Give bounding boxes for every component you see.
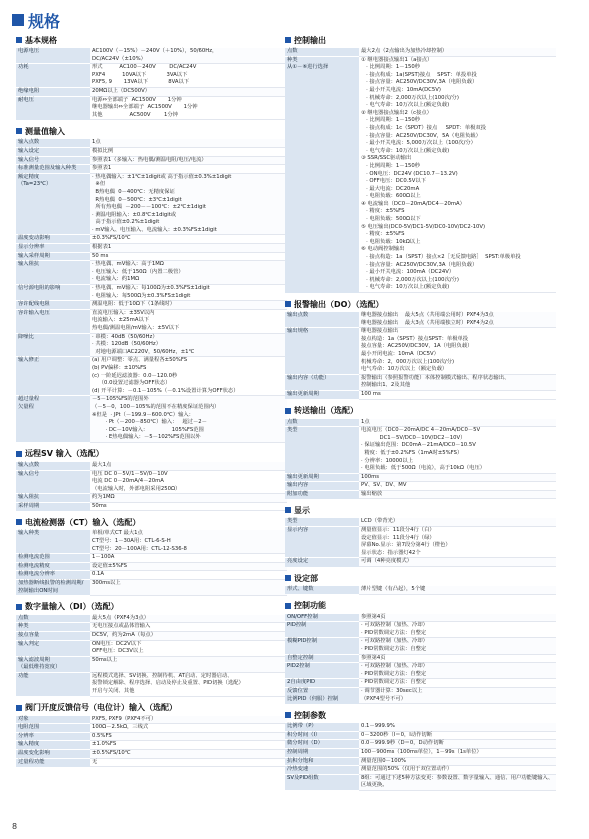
spec-row (16, 631, 287, 640)
section-square-icon (16, 451, 22, 457)
section-title: 设定部 (294, 573, 318, 583)
section-title: 基本规格 (25, 35, 57, 45)
spec-value: 0.1－999.9% (359, 723, 556, 732)
spec-value: 300ms以上 (90, 580, 287, 596)
spec-row (16, 156, 287, 165)
spec-row (16, 623, 287, 632)
spec-value: · 热电偶输入：±1℃±1digit或 高于指示值±0.3%±1digit ※但 B热电偶 0－400℃：无精度保证 R热电偶 0－500℃：±3℃±1digit 所有热电偶 －200－－100℃：±2℃±1digit · 测温电阻输入：±0.8℃±1digit或 高于指示值±0.2%±1digit · mV输入、电压输入、电流输入：±0.3%FS±1digit (90, 173, 287, 235)
spec-label: 控制周期 (285, 748, 359, 757)
spec-label: 输出更新周期 (285, 390, 359, 399)
spec-row (16, 656, 287, 672)
spec-label: 标准测量范围及输入种类 (16, 165, 90, 174)
spec-label: 容许配线电阻 (16, 301, 90, 310)
section-square-icon (16, 519, 22, 525)
spec-value: · 热电偶、mV输入：高于1MΩ · 电压输入：低于150Ω（内置二极管） · 电流输入：约1MΩ (90, 261, 287, 285)
section-heading (285, 406, 556, 416)
spec-value: 100ms (359, 473, 556, 482)
spec-row (16, 301, 287, 310)
spec-label: 耐电压 (16, 96, 90, 120)
spec-label: 积分时间（I） (285, 731, 359, 740)
spec-label: 输入滤波周期 （最低维持宽度） (16, 656, 90, 672)
section-square-icon (16, 604, 22, 610)
section-title: 电流检测器（CT）输入（选配） (25, 517, 141, 527)
spec-value: · 串模：40dB（50/60Hz） · 共模：120dB（50/60Hz） 对地电源端口AC220V，50/60Hz，±1℃ (90, 333, 287, 357)
spec-value: 100－900ms（100ms单位），1－99s（1s单位） (359, 748, 556, 757)
spec-value: 直流电压输入：±35V以内 电流输入：±25mA以下 热电偶/测温电阻/mV输入：±5V以下 (90, 309, 287, 333)
page-title-text: 规格 (28, 11, 61, 31)
spec-value: 继电器接点输出 接点构造：1a（SPST）接点SPST：单极单投 接点容量：AC250V/DC30V，1A（电阻负载） 最小开闭电流：10mA（DC5V） 机械寿命：2，000万次以上(100次/分) 电气寿命：10万次以上（额定负载） (359, 328, 556, 375)
spec-value: 测温电阻：低于10Ω下（1条线时） (90, 301, 287, 310)
spec-label: 点数 (285, 418, 359, 427)
section-heading (16, 126, 287, 136)
spec-label: 附加功能 (285, 490, 359, 499)
spec-value: 参照第4页 (359, 654, 556, 663)
spec-value: 测量范围0－100% (359, 757, 556, 766)
page-title (12, 9, 60, 31)
spec-table (16, 138, 287, 443)
section-heading (285, 710, 556, 720)
spec-label: 绝缘电阻 (16, 87, 90, 96)
spec-table (285, 517, 556, 567)
spec-value: 1点 (359, 418, 556, 427)
title-square-icon (12, 14, 24, 26)
spec-row (16, 562, 287, 571)
spec-row (16, 580, 287, 596)
section-heading (16, 703, 287, 713)
spec-label: 检测电流精度 (16, 562, 90, 571)
spec-label: 输入点数 (16, 461, 90, 470)
spec-label: 输入信号 (16, 470, 90, 494)
section-square-icon (285, 507, 291, 513)
spec-row (16, 252, 287, 261)
spec-value: ±0.5%FS/10℃ (90, 750, 287, 759)
spec-value: －5－105%FS的范围外 （－5－0，100－105%的范围不在精度保证范围内） ※但是 · JPt（－199.9－600.0℃）输入： · Pt（－200－850℃）输入： 超过－2－ · DC－10V输入： 105%FS范围 · E热电偶输入：－5－102%FS范围以外 (90, 396, 287, 443)
spec-row (285, 473, 556, 482)
spec-row (16, 357, 287, 396)
spec-row (16, 494, 287, 503)
spec-row (285, 427, 556, 474)
spec-label: 冷热变速 (285, 766, 359, 775)
section-title: 阀门开度反馈信号（电位计）输入（选配） (25, 703, 177, 713)
spec-label: 温度变动影响 (16, 235, 90, 244)
spec-label: 反馈位置 比例PID（伺服）控制 (285, 687, 359, 703)
spec-table (16, 461, 287, 512)
section-heading (285, 601, 556, 611)
spec-row (16, 741, 287, 750)
section-square-icon (285, 575, 291, 581)
spec-value: 20MΩ以上（DC500V） (90, 87, 287, 96)
spec-value: 测量范围的50%（仅用于双位置动作） (359, 766, 556, 775)
spec-row (285, 766, 556, 775)
spec-row (285, 748, 556, 757)
spec-value: (a) 用户调整：零点、满量程各±50%FS (b) PV偏移：±10%FS (c) 一阶延迟滤波器：0.0－120.0秒 （0.0设置过滤器为OFF状态） (d) 开平计算：－0.1－105%（－0.1%设置计算为OFF状态） (90, 357, 287, 396)
spec-value: · 调节器计算：30sec以上 （PXF4型号不可） (359, 687, 556, 703)
section-title: 报警输出（DO）（选配） (294, 299, 384, 309)
spec-label: 微分时间（D） (285, 740, 359, 749)
spec-row (16, 554, 287, 563)
spec-table (16, 614, 287, 697)
spec-label: PID2控制 (285, 663, 359, 679)
section-title: 显示 (294, 505, 310, 515)
spec-label: 输入修正 (16, 357, 90, 396)
spec-label: 输出内容 (285, 482, 359, 491)
section-heading (16, 602, 287, 612)
spec-value: 8组：可通过下述5种方法变更：参数设置、数字量输入、通信、用户功能键输入、区域更换。 (359, 774, 556, 790)
spec-row (16, 244, 287, 253)
spec-label: 输出更新周期 (285, 473, 359, 482)
spec-row (16, 396, 287, 443)
spec-value: 100 ms (359, 390, 556, 399)
section-heading (285, 505, 556, 515)
spec-value: 约为1MΩ (90, 494, 287, 503)
section-square-icon (16, 128, 22, 134)
spec-row (16, 285, 287, 301)
spec-row (16, 715, 287, 724)
spec-value: · PID常数调定方法：自整定 (359, 679, 556, 688)
spec-label: SV及PID组数 (285, 774, 359, 790)
spec-row (285, 48, 556, 57)
spec-table (16, 47, 287, 120)
spec-table (16, 529, 287, 595)
spec-value: 薄片型键（有凸起），5个键 (359, 586, 556, 595)
spec-label: 类型 (285, 518, 359, 527)
section-heading (16, 449, 287, 459)
section-square-icon (285, 301, 291, 307)
spec-value: 0.0－999.9秒（D＝0，D动作切断 (359, 740, 556, 749)
spec-row (16, 530, 287, 554)
spec-label: 显示分辨率 (16, 244, 90, 253)
spec-label: ON/OFF控制 (285, 613, 359, 622)
spec-row (16, 750, 287, 759)
spec-value: 模拟比例 (90, 147, 287, 156)
spec-label: 输入设定 (16, 147, 90, 156)
spec-label: 显示内容 (285, 527, 359, 558)
spec-value: 可调（4种亮度模式） (359, 558, 556, 567)
spec-label: 输入采样周期 (16, 252, 90, 261)
spec-row (285, 312, 556, 328)
section-heading (16, 35, 287, 45)
spec-row (16, 235, 287, 244)
spec-value: 继电器接点输出 最大5点（共用端公用时）PXF4为3点 继电器接点输出 最大3点（共用端独立时）PXF4为2点 (359, 312, 556, 328)
spec-row (285, 518, 556, 527)
spec-value: 设定值±5%FS (90, 562, 287, 571)
spec-value: DC5V，约为2mA（每点） (90, 631, 287, 640)
spec-value: 100Ω－2.5kΩ，三线式 (90, 724, 287, 733)
spec-label: 额定精度 （Ta=23℃） (16, 173, 90, 235)
spec-row (16, 147, 287, 156)
spec-row (16, 87, 287, 96)
spec-row (16, 758, 287, 767)
spec-label: 种类 从①－⑥进行选择 (285, 56, 359, 292)
spec-label: 输入精度 (16, 741, 90, 750)
spec-row (285, 654, 556, 663)
spec-row (285, 490, 556, 499)
spec-label: 功耗 (16, 64, 90, 88)
spec-value: · 可双路控制（加热、冷却） · PID常数调定方法：自整定 (359, 622, 556, 638)
section-title: 控制功能 (294, 601, 326, 611)
spec-value: 输出缩放 (359, 490, 556, 499)
spec-row (16, 614, 287, 623)
spec-value: 最大1点 (90, 461, 287, 470)
spec-value: · 可双路控制（加热、冷却） · PID常数调定方法：自整定 (359, 638, 556, 654)
spec-value: 参照表1 (90, 165, 287, 174)
spec-table (16, 715, 287, 768)
section-square-icon (16, 37, 22, 43)
spec-row (16, 724, 287, 733)
spec-row (285, 638, 556, 654)
spec-value: · 可双路控制（加热、冷却） · PID常数调定方法：自整定 (359, 663, 556, 679)
section-title: 控制参数 (294, 710, 326, 720)
spec-label: 加热器断线报警的检测周期/控制输出ON时间 (16, 580, 90, 596)
spec-value: 电压 DC 0－5V/1－5V/0－10V 电流 DC 0－20mA/4－20mA （电流输入时，外部电阻采用250Ω） (90, 470, 287, 494)
spec-value: 50 ms (90, 252, 287, 261)
spec-row (285, 679, 556, 688)
spec-value: 单相/单式CT 最大1点 CT型号：1－30A用：CTL-6-S-H CT型号：20－100A用：CTL-12-S36-8 (90, 530, 287, 554)
spec-label: 信号源电阻的影响 (16, 285, 90, 301)
spec-row (285, 527, 556, 558)
spec-table (285, 311, 556, 400)
spec-value: 远程模式选择、SV切换、控制待机、AT启动、定时器启动、 报警锁定解除、程序选择、启动及停止及重置、PID切换（选配） 开启与关闭、其他 (90, 672, 287, 696)
spec-row (16, 640, 287, 656)
spec-table (285, 418, 556, 500)
spec-value: 50ms以上 (90, 656, 287, 672)
spec-row (285, 687, 556, 703)
spec-label: 对象 (16, 715, 90, 724)
spec-value: 报警输出（参照报警功能）本体控制模式输出、程序状态输出、 控制输出1、2及其他 (359, 374, 556, 390)
spec-row (16, 571, 287, 580)
spec-value: 无电压接点或晶体管输入 (90, 623, 287, 632)
spec-label: 类型 (285, 427, 359, 474)
spec-value: 参照第4页 (359, 613, 556, 622)
section-heading (285, 35, 556, 45)
spec-row (16, 461, 287, 470)
spec-label: PID控制 (285, 622, 359, 638)
spec-label: 检测电流分辨率 (16, 571, 90, 580)
spec-label: 2自由度PID (285, 679, 359, 688)
section-title: 数字量输入（DI）（选配） (25, 602, 119, 612)
spec-row (16, 165, 287, 174)
spec-value: PV、SV、DV、MV (359, 482, 556, 491)
spec-label: 输出点数 (285, 312, 359, 328)
spec-label: 输入阻抗 (16, 494, 90, 503)
page-number: 8 (12, 822, 18, 831)
spec-label: 点数 (285, 48, 359, 57)
spec-value: 无 (90, 758, 287, 767)
spec-label: 输入种类 (16, 530, 90, 554)
spec-label: 输入判定 (16, 640, 90, 656)
spec-label: 输入信号 (16, 156, 90, 165)
section-square-icon (285, 712, 291, 718)
spec-label: 超过量程 欠量程 (16, 396, 90, 443)
spec-label: 输出规格 (285, 328, 359, 375)
spec-label: 种类 (16, 623, 90, 632)
spec-row (285, 390, 556, 399)
spec-row (285, 328, 556, 375)
spec-value: 50ms (90, 502, 287, 511)
section-heading (285, 573, 556, 583)
spec-label: 比例带（P） (285, 723, 359, 732)
spec-value: 最大5点（PXF4为3点） (90, 614, 287, 623)
section-title: 控制输出 (294, 35, 326, 45)
spec-label: 降噪比 (16, 333, 90, 357)
right-column (285, 34, 556, 791)
spec-row (16, 48, 287, 64)
spec-label: 过量程功能 (16, 758, 90, 767)
spec-label: 输入阻抗 (16, 261, 90, 285)
spec-value: 0－3200秒（I＝0，I动作切断 (359, 731, 556, 740)
spec-row (16, 502, 287, 511)
section-square-icon (285, 603, 291, 609)
spec-value: 根据表1 (90, 244, 287, 253)
spec-value: 0.1A (90, 571, 287, 580)
spec-label: 电阻范围 (16, 724, 90, 733)
spec-label: 检测电流范围 (16, 554, 90, 563)
spec-label: 功能 (16, 672, 90, 696)
section-title: 测量值输入 (25, 126, 65, 136)
spec-row (285, 723, 556, 732)
spec-value: 电流电压（DC0－20mA/DC 4－20mA/DC0－5V DC1－5V/DC0－10V/DC2－10V） · 保证输出范围：DC0mA－21mA/DC0－10.5V 精度：低于±0.2%FS（1mA时±5%FS） · 分辨率：10000以上 · 电阻负载：低于500Ω（电流），高于10kΩ（电压） (359, 427, 556, 474)
spec-value: ±0.3%FS/10℃ (90, 235, 287, 244)
section-title: 远程SV 输入（选配） (25, 449, 104, 459)
spec-value: ① 继电器接点输出1（a接点） · 比例周期：1－150秒 · 接点构成：1a(SPST)接点 SPST：单投单投 · 接点容量：AC250V/DC30V,3A（电阻负载） · 最小开关电流：10mA(DC5V) · 机械寿命：2,000万次以上(100次/分) · 电气寿命：10万次以上(额定负载) ② 继电器接点输出2（c接点） · 比例周期：1－150秒 · 接点构成：1c（SPDT）接点 SPDT：单极双投 · 接点容量：AC250V/DC30V，5A（电阻负载） · 最小开关电流：5,000万次以上（100次/分） · 电气寿命：10万次以上(额定负载) ③ SSR/SSC驱动输出 · 比例周期：1－150秒 · ON电压：DC24V (DC10.7－13.2V) · OFF电压：DC0.5V以下 · 最大电流：DC20mA · 电阻负载：600Ω以上 ④ 电流输出（DC0－20mA/DC4－20mA） · 精度：±5%FS · 电阻负载：500Ω以下 ⑤ 电压输出(DC0-5V/DC1-5V/DC0-10V/DC2-10V) · 精度：±5%FS · 电阻负载：10kΩ以上 ⑥ 电动阀控制输出 · 接点构造：1a（SPST）接点×2［无反馈电路］ SPST:单极单投 · 接点容量：AC250V/DC30V,3A（电阻负载） · 最小开关电流：100mA（DC24V） · 机械寿命：2,000万次以上(100次/分) · 电气寿命：10万次以上(额定负载) (359, 56, 556, 292)
spec-label: 点数 (16, 614, 90, 623)
spec-label: 温度变化影响 (16, 750, 90, 759)
spec-row (285, 740, 556, 749)
spec-row (285, 586, 556, 595)
spec-value: 测量值显示：11段分4行（白） 设定值显示：11段分4行（绿） 屏幕No.显示：第7段分第4行（橙色） 显示状态：指示器灯42个 (359, 527, 556, 558)
spec-row (285, 663, 556, 679)
spec-table (285, 585, 556, 595)
spec-row (16, 173, 287, 235)
spec-row (285, 774, 556, 790)
spec-value: 形式 AC100－240V DC/AC24V PXF4 10VA以下 3VA以下 PXF5, 9 13VA以下 8VA以下 (90, 64, 287, 88)
section-heading (16, 517, 287, 527)
spec-value: LCD（带背光） (359, 518, 556, 527)
spec-row (16, 309, 287, 333)
section-square-icon (16, 705, 22, 711)
spec-row (16, 261, 287, 285)
spec-row (285, 757, 556, 766)
left-column (16, 34, 287, 767)
spec-value: 最大2点（2点输出为加热冷却控制） (359, 48, 556, 57)
spec-label: 自整定控制 (285, 654, 359, 663)
spec-value: 1点 (90, 139, 287, 148)
section-square-icon (285, 37, 291, 43)
spec-row (285, 613, 556, 622)
spec-row (285, 558, 556, 567)
spec-label: 分辨率 (16, 732, 90, 741)
spec-value: 电源⇔全部端子 AC1500V 1分钟 继电器输出⇔全部端子 AC1500V 1分钟 其他 AC500V 1分钟 (90, 96, 287, 120)
spec-value: 0.5%FS (90, 732, 287, 741)
spec-row (285, 622, 556, 638)
spec-row (285, 418, 556, 427)
spec-row (16, 732, 287, 741)
spec-label: 形式、键数 (285, 586, 359, 595)
spec-row (16, 672, 287, 696)
section-heading (285, 299, 556, 309)
spec-row (16, 139, 287, 148)
spec-row (16, 96, 287, 120)
spec-label: 抗积分饱和 (285, 757, 359, 766)
spec-row (285, 56, 556, 292)
spec-value: 参照表1（多输入：热电偶/测温电阻/电压/电流） (90, 156, 287, 165)
spec-label: 输入点数 (16, 139, 90, 148)
section-square-icon (285, 408, 291, 414)
spec-value: AC100V（－15%）－240V（＋10%），50/60Hz， DC/AC24V（±10%） (90, 48, 287, 64)
spec-row (16, 333, 287, 357)
section-title: 转送输出（选配） (294, 406, 358, 416)
spec-table (285, 722, 556, 791)
spec-label: 亮度设定 (285, 558, 359, 567)
spec-value: PXF5, PXF9（PXF4不可） (90, 715, 287, 724)
spec-value: · 热电偶、mV输入：每100Ω为±0.3%FS±1digit · 电阻输入：每500Ω为±0.3%FS±1digit (90, 285, 287, 301)
spec-table (285, 47, 556, 293)
spec-value: 1－100A (90, 554, 287, 563)
spec-label: 接点容量 (16, 631, 90, 640)
spec-row (285, 374, 556, 390)
spec-label: 模糊PID控制 (285, 638, 359, 654)
spec-label: 电源电压 (16, 48, 90, 64)
spec-row (16, 64, 287, 88)
spec-label: 容许输入电压 (16, 309, 90, 333)
spec-table (285, 613, 556, 705)
spec-value: ±1.0%FS (90, 741, 287, 750)
spec-row (16, 470, 287, 494)
spec-value: ON电压：DC2V以下 OFF电压：DC3V以上 (90, 640, 287, 656)
spec-label: 输出内容（功能） (285, 374, 359, 390)
spec-row (285, 731, 556, 740)
spec-row (285, 482, 556, 491)
spec-label: 采样周期 (16, 502, 90, 511)
